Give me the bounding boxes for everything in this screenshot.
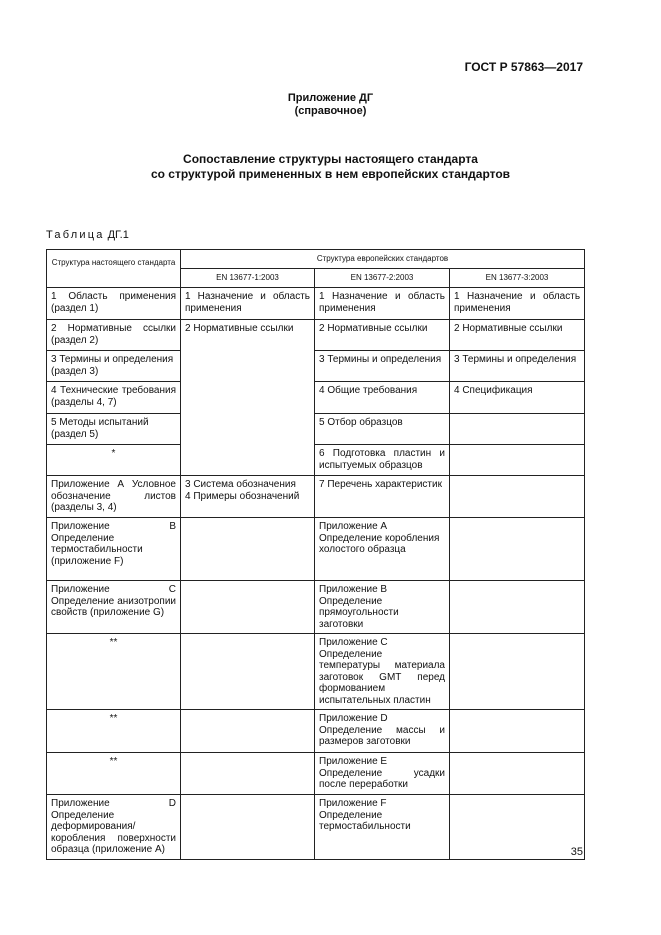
en2-cell [315, 795, 450, 860]
own-cell: 5 Методы испытаний (раздел 5) [47, 414, 181, 445]
en2-cell: 7 Перечень характеристик [315, 476, 450, 518]
table-row [47, 414, 585, 445]
header-european-structure: Структура европейских стандартов [181, 250, 585, 269]
en3-cell [450, 753, 585, 795]
en2-cell: 1 Назначение и область применения [315, 288, 450, 320]
own-cell: Приложение С Определение анизотропии свойств (приложение G) [47, 581, 181, 634]
en1-cell: 2 Нормативные ссылки [181, 320, 315, 476]
own-cell: Приложение D Определение деформирования/коробления поверхности образца (приложение А) [47, 795, 181, 860]
own-cell: 1 Область применения (раздел 1) [47, 288, 181, 320]
en1-cell [181, 795, 315, 860]
en1-cell [181, 753, 315, 795]
table-row [47, 518, 585, 581]
en2-cell [315, 581, 450, 634]
en2-cell [315, 634, 450, 710]
appendix-title-block [0, 92, 661, 118]
table-row [47, 476, 585, 518]
en3-cell: 4 Спецификация [450, 382, 585, 414]
table-row [47, 581, 585, 634]
page-number: 35 [570, 846, 583, 858]
section-heading [0, 152, 661, 182]
en1-line: 4 Примеры обозначений [185, 490, 300, 502]
table-caption-prefix: Таблица [46, 229, 105, 241]
en2-line: Определение коробления холостого образца [319, 532, 440, 555]
en3-cell [450, 634, 585, 710]
own-cell: ** [47, 710, 181, 753]
table-row [47, 634, 585, 710]
comparison-table [46, 249, 585, 860]
en2-line: Приложение А [319, 521, 388, 532]
en3-cell: 3 Термины и определения [450, 351, 585, 382]
table-caption [46, 229, 129, 241]
en2-cell: 6 Подготовка пластин и испытуемых образцов [315, 445, 450, 476]
own-cell: Приложение А Условное обозначение листов (разделы 3, 4) [47, 476, 181, 518]
en1-cell: 1 Назначение и область применения [181, 288, 315, 320]
en3-cell [450, 445, 585, 476]
en2-cell: 3 Термины и определения [315, 351, 450, 382]
table-caption-id: ДГ.1 [107, 229, 129, 241]
en2-line: Определение температуры материала заготовок GMT перед формованием испытательных пластин [319, 648, 445, 706]
en3-cell [450, 414, 585, 445]
en2-line: Приложение В [319, 584, 388, 595]
en3-cell [450, 710, 585, 753]
en3-cell: 2 Нормативные ссылки [450, 320, 585, 351]
appendix-title: Приложение ДГ [287, 92, 374, 104]
en2-line: Приложение D [319, 713, 388, 724]
en2-cell: 4 Общие требования [315, 382, 450, 414]
en2-cell [315, 518, 450, 581]
table-row [47, 320, 585, 351]
header-en-13677-2: EN 13677-2:2003 [315, 269, 450, 288]
en1-cell [181, 518, 315, 581]
table-header-row [47, 250, 585, 269]
own-cell: * [47, 445, 181, 476]
appendix-subtitle: (справочное) [294, 105, 367, 117]
en2-line: Определение термостабильности [319, 809, 411, 832]
own-cell: Приложение В Определение термостабильности (приложение F) [47, 518, 181, 581]
en3-cell [450, 476, 585, 518]
table-row [47, 753, 585, 795]
en2-line: Приложение F [319, 798, 387, 809]
en3-cell [450, 518, 585, 581]
en2-line: Определение усадки после переработки [319, 767, 445, 790]
own-cell: 3 Термины и определения (раздел 3) [47, 351, 181, 382]
en1-cell [181, 710, 315, 753]
table-row [47, 288, 585, 320]
en1-cell [181, 581, 315, 634]
heading-line-1: Сопоставление структуры настоящего стандарта [183, 152, 478, 166]
own-cell: ** [47, 634, 181, 710]
header-own-structure: Структура настоящего стандарта [47, 250, 181, 288]
heading-line-2: со структурой примененных в нем европейских стандартов [150, 167, 511, 181]
table-row [47, 382, 585, 414]
en2-line: Приложение E [319, 756, 388, 767]
header-en-13677-1: EN 13677-1:2003 [181, 269, 315, 288]
en2-cell [315, 710, 450, 753]
table-row [47, 795, 585, 860]
en2-cell [315, 753, 450, 795]
own-cell: ** [47, 753, 181, 795]
own-cell: 2 Нормативные ссылки (раздел 2) [47, 320, 181, 351]
table-row [47, 351, 585, 382]
en1-cell [181, 476, 315, 518]
en2-cell: 5 Отбор образцов [315, 414, 450, 445]
header-en-13677-3: EN 13677-3:2003 [450, 269, 585, 288]
en2-line: Определение прямоугольности заготовки [319, 595, 399, 630]
document-code: ГОСТ Р 57863—2017 [464, 60, 583, 74]
en1-cell [181, 634, 315, 710]
table-row [47, 445, 585, 476]
en3-cell: 1 Назначение и область применения [450, 288, 585, 320]
en3-cell [450, 795, 585, 860]
en2-cell: 2 Нормативные ссылки [315, 320, 450, 351]
en3-cell [450, 581, 585, 634]
table-row [47, 710, 585, 753]
en2-line: Приложение С [319, 637, 388, 648]
en1-line: 3 Система обозначения [185, 479, 296, 490]
en2-line: Определение массы и размеров заготовки [319, 724, 445, 747]
own-cell: 4 Технические требования (разделы 4, 7) [47, 382, 181, 414]
